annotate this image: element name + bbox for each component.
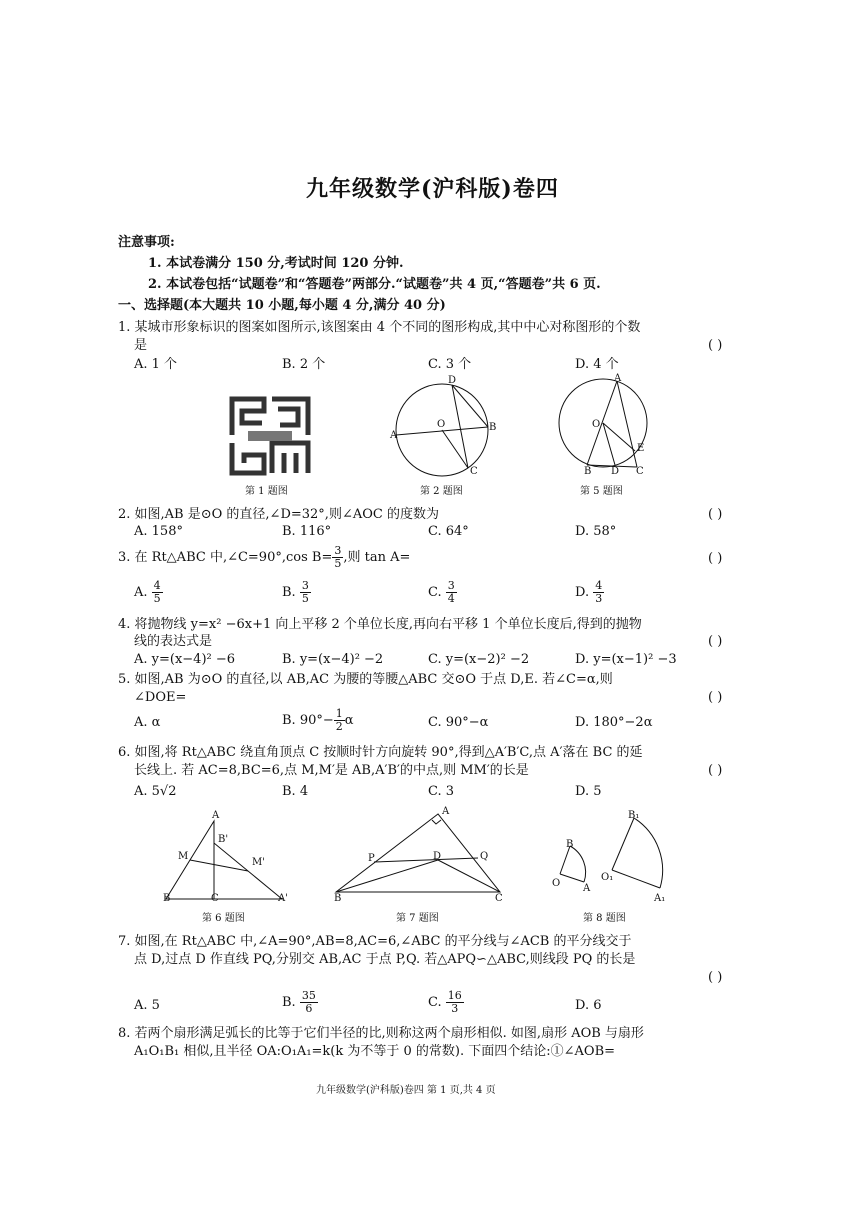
q3-stem: [118, 545, 410, 570]
fig8-label-o: O: [552, 878, 561, 889]
fig8-label-a1: A₁: [654, 893, 666, 904]
fig7-label-a: A: [442, 806, 450, 817]
fig5-label-d: D: [611, 466, 620, 477]
fig6-label-aprime: A': [278, 893, 288, 904]
q1-option-c: C. 3 个: [428, 357, 472, 372]
fig5-label-e: E: [637, 443, 645, 454]
q2-option-a: A. 158°: [134, 524, 183, 539]
fig8-label-a: A: [583, 883, 591, 894]
fig6-caption: 第 6 题图: [202, 913, 245, 924]
q3-stem-pre: 3. 在 Rt△ABC 中,∠C=90°,cos B=: [118, 550, 333, 566]
section-heading: 一、选择题(本大题共 10 小题,每小题 4 分,满分 40 分): [118, 298, 446, 313]
q7-option-a: A. 5: [134, 998, 160, 1013]
fig1-caption: 第 1 题图: [245, 486, 288, 497]
fig2-label-o: O: [437, 419, 446, 430]
q2-option-d: D. 58°: [575, 524, 617, 539]
fig7-label-c: C: [495, 893, 503, 904]
q4-option-c: C. y=(x−2)² −2: [428, 652, 530, 667]
fig7-label-q: Q: [480, 851, 489, 862]
q1-option-b: B. 2 个: [282, 357, 326, 372]
fig7-label-d: D: [433, 851, 442, 862]
q8-line2: A₁O₁B₁ 相似,且半径 OA:O₁A₁=k(k 为不等于 0 的常数). 下面四个结论:①∠AOB=: [134, 1044, 616, 1059]
q3-option-d: D. $\frac{4}{3}$: [575, 579, 603, 606]
q5-paren: ( ): [708, 690, 723, 705]
q4-option-d: D. y=(x−1)² −3: [575, 652, 677, 667]
q2-stem: 2. 如图,AB 是⊙O 的直径,∠D=32°,则∠AOC 的度数为: [118, 507, 439, 522]
q3-option-a: A. $\frac{4}{5}$: [134, 579, 161, 606]
fig5-circle: [555, 375, 655, 475]
page-title: 九年级数学(沪科版)卷四: [306, 176, 559, 202]
fig5-caption: 第 5 题图: [580, 486, 623, 497]
q4-option-a: A. y=(x−4)² −6: [134, 652, 236, 667]
q1-line1: 1. 某城市形象标识的图案如图所示,该图案由 4 个不同的图形构成,其中中心对称图形的个数: [118, 320, 641, 335]
fig7-label-b: B: [334, 893, 342, 904]
q7-line1: 7. 如图,在 Rt△ABC 中,∠A=90°,AB=8,AC=6,∠ABC 的平分线与∠ACB 的平分线交于: [118, 934, 632, 949]
q5-option-c: C. 90°−α: [428, 715, 489, 730]
page-footer: 九年级数学(沪科版)卷四 第 1 页,共 4 页: [316, 1085, 496, 1096]
q2-option-b: B. 116°: [282, 524, 332, 539]
fig6-label-m: M: [178, 851, 189, 862]
fig2-label-d: D: [448, 375, 457, 386]
q5-option-d: D. 180°−2α: [575, 715, 653, 730]
q6-option-c: C. 3: [428, 784, 455, 799]
q3-option-c: C. $\frac{3}{4}$: [428, 579, 455, 606]
q3-option-b: B. $\frac{3}{5}$: [282, 579, 309, 606]
fig2-label-a: A: [390, 430, 398, 441]
q7-option-b: B. $\frac{35}{6}$: [282, 989, 316, 1016]
fig7-caption: 第 7 题图: [396, 913, 439, 924]
q6-option-b: B. 4: [282, 784, 309, 799]
q5-line1: 5. 如图,AB 为⊙O 的直径,以 AB,AC 为腰的等腰△ABC 交⊙O 于点 D,E. 若∠C=α,则: [118, 672, 613, 687]
fig7-label-p: P: [368, 853, 375, 864]
q6-line1: 6. 如图,将 Rt△ABC 绕直角顶点 C 按顺时针方向旋转 90°,得到△A′B′C,点 A′落在 BC 的延: [118, 745, 643, 760]
fig6-label-a: A: [212, 810, 220, 821]
fig6-label-b: B: [163, 893, 171, 904]
q2-option-c: C. 64°: [428, 524, 469, 539]
fig2-caption: 第 2 题图: [420, 486, 463, 497]
fig6-label-mprime: M': [252, 857, 265, 868]
fig5-label-a: A: [614, 373, 622, 384]
fig6-label-c: C: [211, 893, 219, 904]
q6-option-d: D. 5: [575, 784, 602, 799]
fig6-label-bprime: B': [218, 834, 229, 845]
fig2-label-c: C: [470, 466, 478, 477]
q3-stem-post: ,则 tan A=: [343, 550, 411, 566]
fig8-label-b1: B₁: [628, 810, 640, 821]
q2-paren: ( ): [708, 507, 723, 522]
q7-line2: 点 D,过点 D 作直线 PQ,分别交 AB,AC 于点 P,Q. 若△APQ∽△ABC,则线段 PQ 的长是: [134, 952, 636, 967]
fig8-caption: 第 8 题图: [583, 913, 626, 924]
notice-item-1: 1. 本试卷满分 150 分,考试时间 120 分钟.: [148, 256, 404, 271]
q4-line1: 4. 将抛物线 y=x² −6x+1 向上平移 2 个单位长度,再向右平移 1 个单位长度后,得到的抛物: [118, 617, 642, 632]
fig1-logo: [228, 395, 312, 477]
fig8-label-b: B: [566, 839, 574, 850]
fig5-label-b: B: [584, 466, 592, 477]
q7-paren: ( ): [708, 970, 723, 985]
q6-option-a: A. 5√2: [134, 784, 177, 799]
q3-stem-fraction: $\frac{3}{5}$: [334, 544, 342, 571]
q3-paren: ( ): [708, 551, 723, 566]
fig5-label-c: C: [636, 466, 644, 477]
q7-option-d: D. 6: [575, 998, 602, 1013]
q6-line2: 长线上. 若 AC=8,BC=6,点 M,M′是 AB,A′B′的中点,则 MM′的长是: [134, 763, 529, 778]
q5-option-b: B. 90°− $\frac{1}{2}$ α: [282, 707, 354, 734]
q8-line1: 8. 若两个扇形满足弧长的比等于它们半径的比,则称这两个扇形相似. 如图,扇形 AOB 与扇形: [118, 1026, 644, 1041]
notice-item-2: 2. 本试卷包括“试题卷”和“答题卷”两部分.“试题卷”共 4 页,“答题卷”共 6 页.: [148, 277, 601, 292]
fig8-sectors: [550, 812, 680, 902]
q6-paren: ( ): [708, 763, 723, 778]
q1-paren: ( ): [708, 338, 723, 353]
fig2-label-b: B: [489, 422, 497, 433]
q4-paren: ( ): [708, 634, 723, 649]
q1-line2: 是: [134, 338, 148, 353]
q5-option-a: A. α: [134, 715, 161, 730]
notice-heading: 注意事项:: [118, 235, 175, 250]
fig8-label-o1: O₁: [601, 872, 614, 883]
q5-line2: ∠DOE=: [134, 690, 187, 705]
q4-option-b: B. y=(x−4)² −2: [282, 652, 384, 667]
q1-option-d: D. 4 个: [575, 357, 619, 372]
q1-option-a: A. 1 个: [134, 357, 178, 372]
q4-line2: 线的表达式是: [134, 634, 213, 649]
q7-option-c: C. $\frac{16}{3}$: [428, 989, 462, 1016]
fig5-label-o: O: [592, 419, 601, 430]
